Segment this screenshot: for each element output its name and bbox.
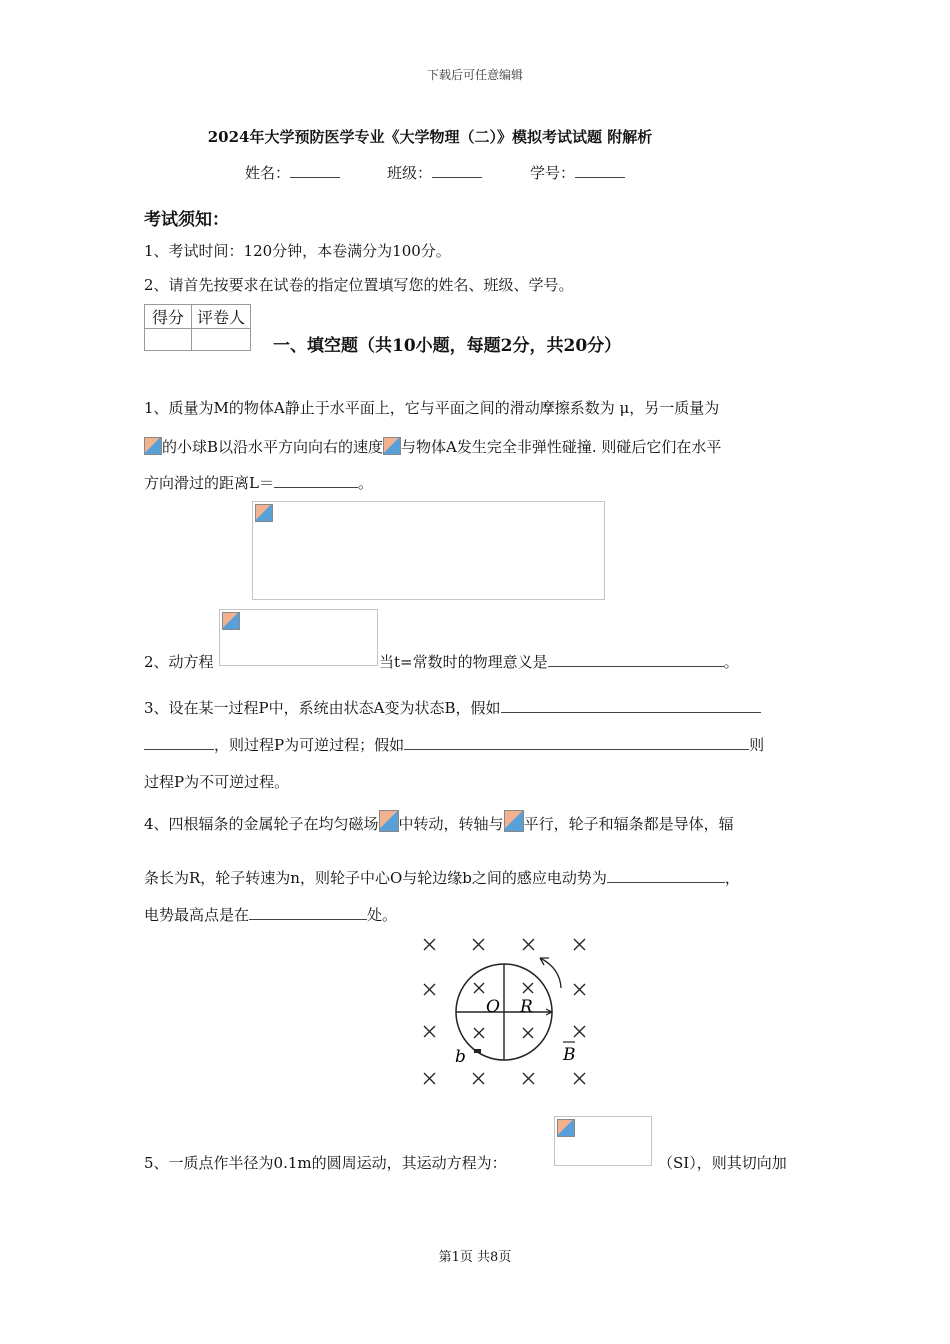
q3-text-a: 3、设在某一过程P中，系统由状态A变为状态B，假如: [144, 699, 501, 717]
image-frame: [219, 609, 378, 666]
q2-text: 当t=常数时的物理意义是: [379, 653, 548, 671]
q1-line3: [144, 472, 373, 493]
q3-blank-2: [404, 735, 749, 750]
q4-text-a: 4、四根辐条的金属轮子在均匀磁场: [144, 815, 379, 833]
image-placeholder-icon: [144, 437, 162, 455]
q4-line1: [144, 810, 734, 834]
q4-blank-1: [607, 868, 725, 883]
label-R: R: [520, 997, 533, 1017]
id-blank: [575, 163, 625, 178]
class-field: [387, 162, 482, 183]
q4-line2: [144, 867, 740, 888]
name-blank: [290, 163, 340, 178]
q4-text-d: 条长为R，轮子转速为n，则轮子中心O与轮边缘b之间的感应电动势为: [144, 869, 607, 887]
notice-heading: 考试须知：: [144, 210, 229, 230]
point-b-marker: [474, 1049, 481, 1053]
image-placeholder-icon: [255, 504, 273, 522]
q2-end: 。: [723, 653, 739, 671]
grader-header: 评卷人: [192, 305, 251, 329]
q1-line1: 1、质量为M的物体A静止于水平面上，它与平面之间的滑动摩擦系数为 μ，另一质量为: [144, 399, 720, 417]
q1-text-b: 与物体A发生完全非弹性碰撞. 则碰后它们在水平: [401, 438, 722, 456]
label-b: b: [455, 1047, 466, 1067]
score-header: 得分: [145, 305, 192, 329]
image-placeholder-icon: [557, 1119, 575, 1137]
class-label: 班级：: [387, 164, 433, 182]
wheel-magnetic-field-figure: [410, 930, 600, 1092]
image-placeholder-icon: [222, 612, 240, 630]
notice-item: 1、考试时间：120分钟，本卷满分为100分。: [144, 242, 451, 260]
id-label: 学号：: [530, 164, 576, 182]
image-placeholder-icon: [383, 437, 401, 455]
q4-blank-2: [249, 905, 367, 920]
q3-text-b: ，则过程P为可逆过程；假如: [214, 736, 405, 754]
id-field: [530, 162, 625, 183]
q3-blank-1: [501, 698, 761, 713]
q1-end: 。: [357, 474, 373, 492]
q5-prefix: 5、一质点作半径为0.1m的圆周运动，其运动方程为：: [144, 1154, 507, 1172]
image-frame: [554, 1116, 652, 1166]
header-note: 下载后可任意编辑: [426, 68, 523, 82]
grader-cell: [192, 329, 251, 351]
q4-line3: [144, 904, 397, 925]
q2-prefix: 2、动方程: [144, 653, 214, 671]
q4-text-b: 中转动，转轴与: [398, 815, 504, 833]
image-placeholder-icon: [504, 810, 524, 832]
notice-item: 2、请首先按要求在试卷的指定位置填写您的姓名、班级、学号。: [144, 276, 574, 294]
q3-line1: [144, 697, 761, 718]
label-B: B: [563, 1045, 576, 1065]
q5-suffix: （SI），则其切向加: [658, 1154, 787, 1172]
name-field: [245, 162, 340, 183]
q3-blank-1b: [144, 735, 214, 750]
page-footer: 第1页 共8页: [438, 1250, 512, 1265]
q4-text-e: ，: [724, 869, 740, 887]
q3-line3: 过程P为不可逆过程。: [144, 773, 290, 791]
section-title: 一、填空题（共10小题，每题2分，共20分）: [273, 336, 622, 356]
image-frame: [252, 501, 605, 600]
q2-line: [379, 651, 739, 672]
q4-text-f: 电势最高点是在: [144, 906, 250, 924]
label-O: O: [486, 997, 500, 1017]
score-table: [144, 304, 251, 351]
image-placeholder-icon: [379, 810, 399, 832]
q4-text-c: 平行，轮子和辐条都是导体，辐: [523, 815, 734, 833]
q3-text-c: 则: [749, 736, 765, 754]
page-title: 2024年大学预防医学专业《大学物理（二）》模拟考试试题 附解析: [207, 128, 653, 146]
q3-line2: [144, 734, 764, 755]
q4-text-g: 处。: [367, 906, 398, 924]
q1-line2: [144, 436, 721, 457]
q1-text-a: 的小球B以沿水平方向向右的速度: [162, 438, 384, 456]
q1-answer-blank: [274, 473, 358, 488]
q2-answer-blank: [548, 652, 724, 667]
name-label: 姓名：: [245, 164, 291, 182]
score-cell: [145, 329, 192, 351]
q1-text-c: 方向滑过的距离L＝: [144, 474, 274, 492]
class-blank: [432, 163, 482, 178]
